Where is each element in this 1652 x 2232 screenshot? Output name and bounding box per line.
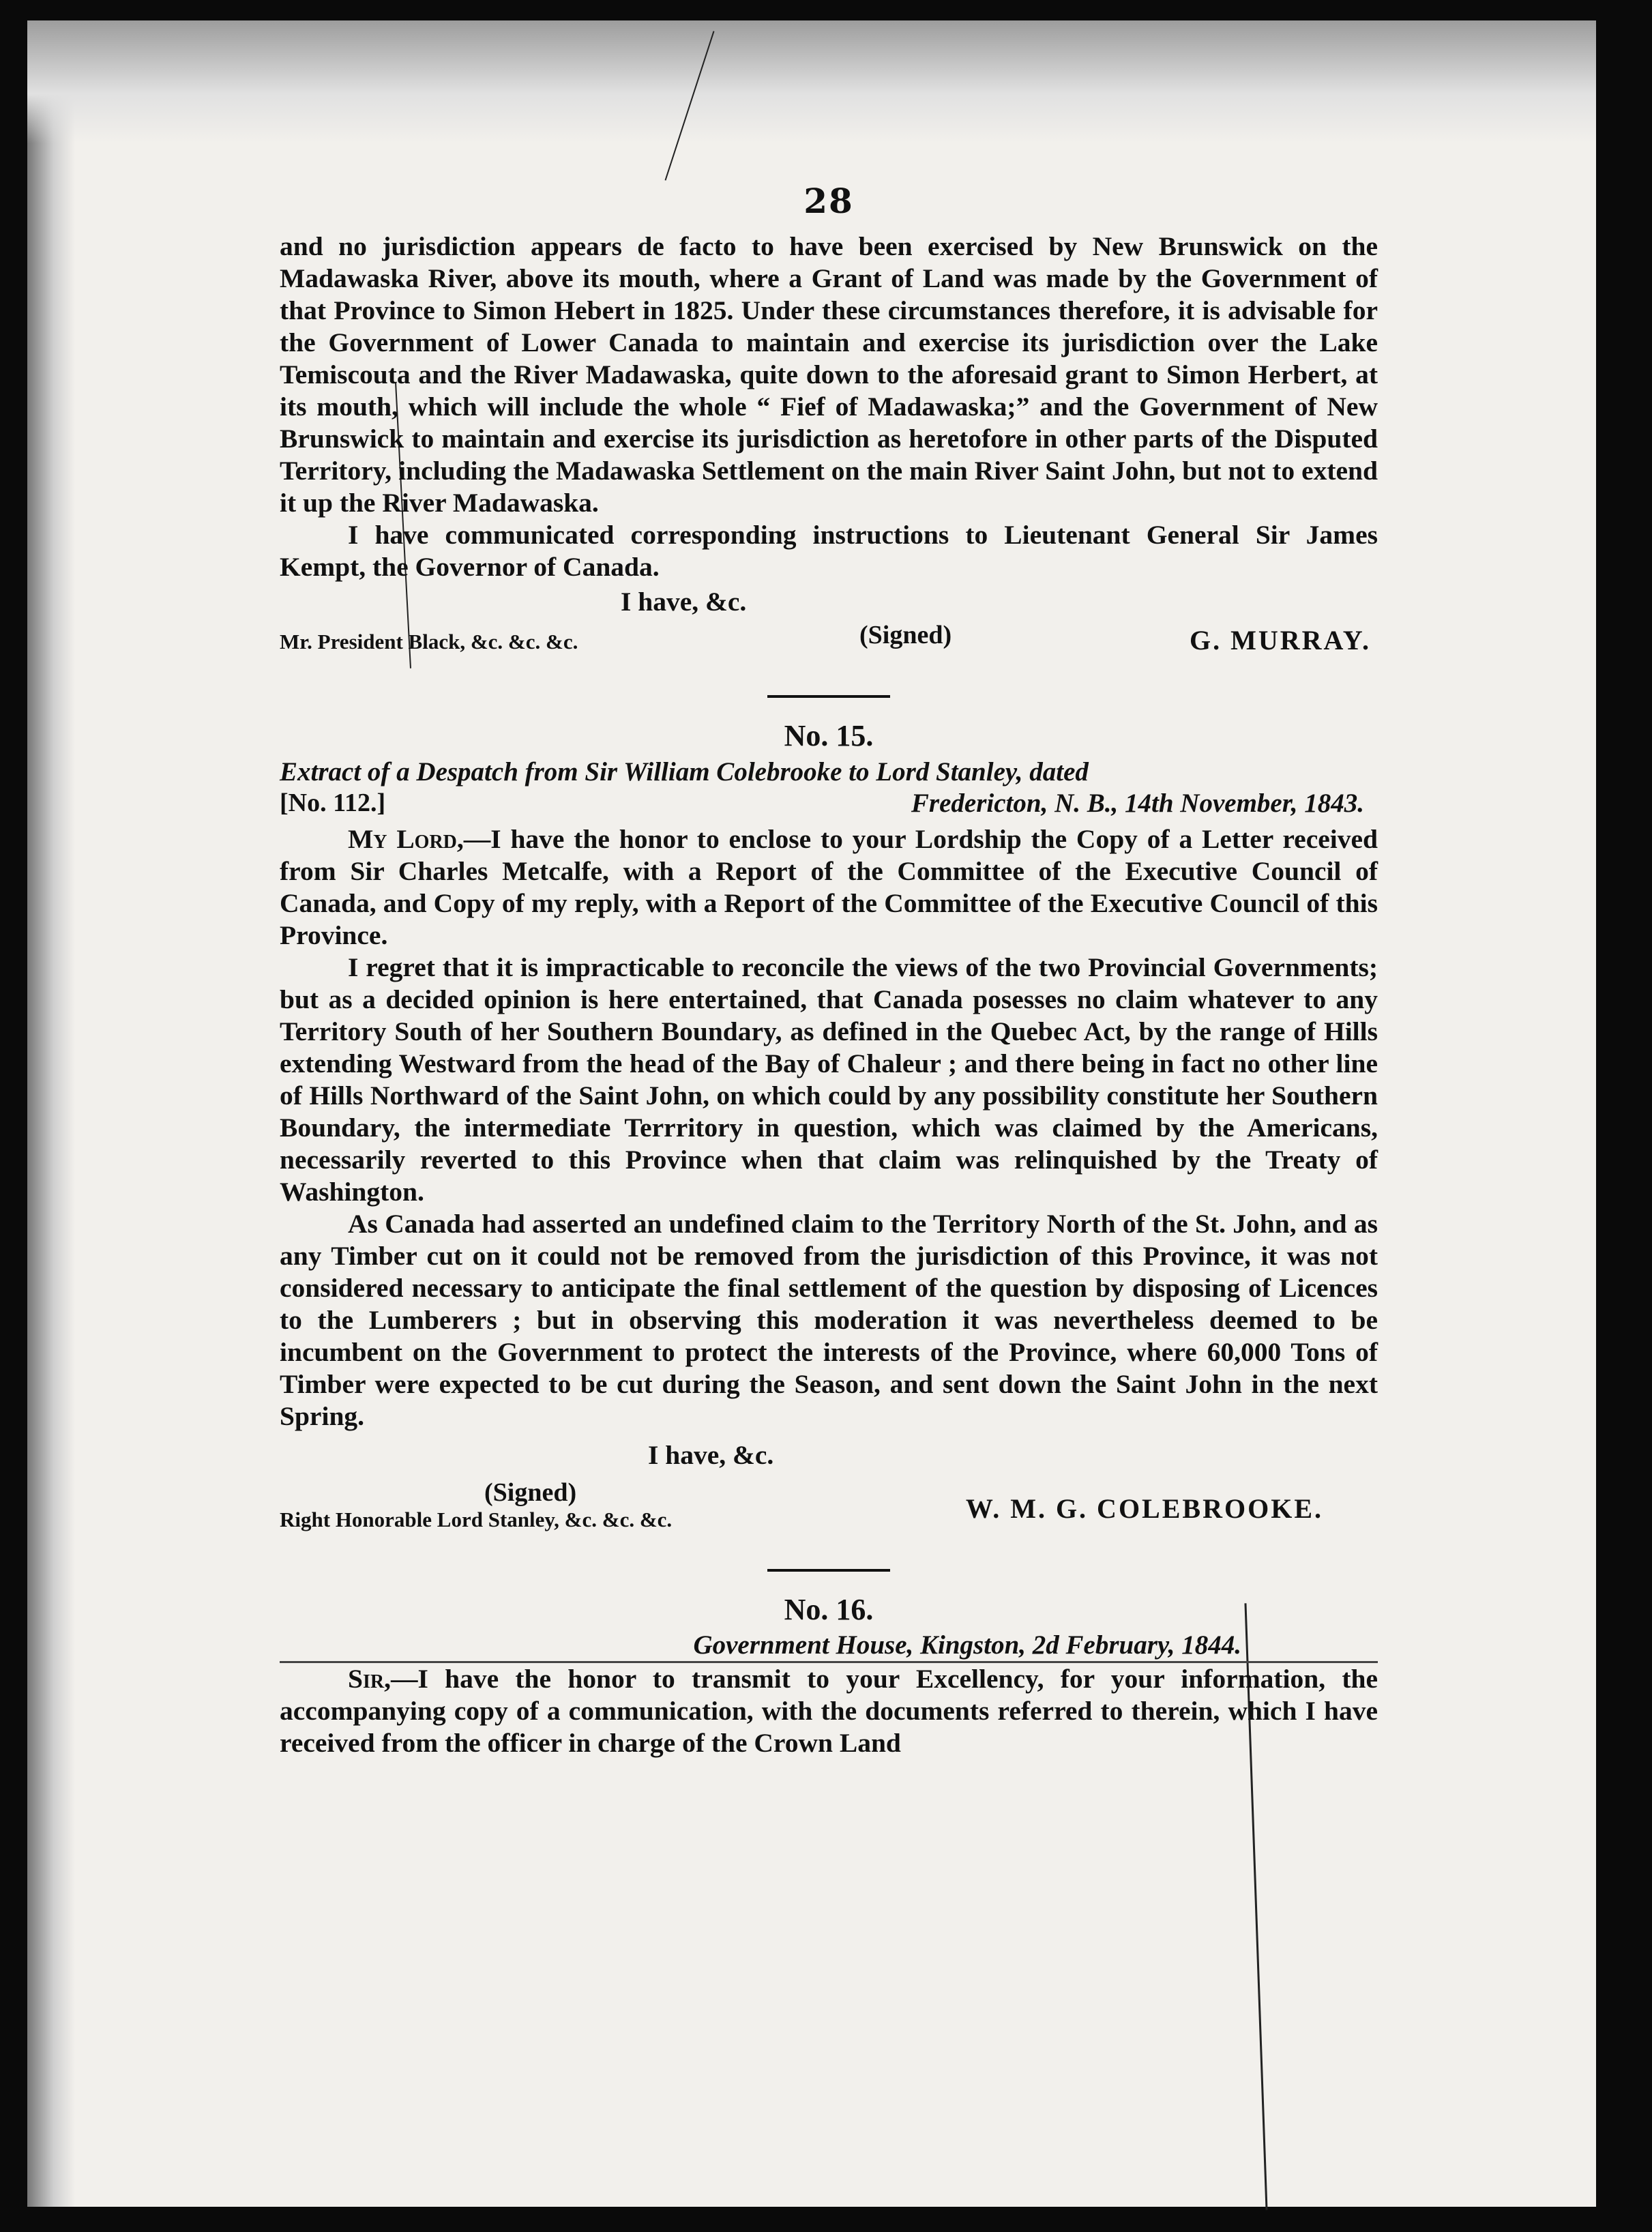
paragraph (280, 823, 1378, 952)
closing: I have, &c. (621, 587, 747, 617)
signed-label: (Signed) (484, 1478, 577, 1507)
salutation: Sir, (348, 1664, 391, 1694)
section-number: No. 15. (784, 719, 874, 752)
page-binding-shadow (27, 20, 75, 2207)
place-date: Government House, Kingston, 2d February, 1844. (280, 1630, 1378, 1663)
addressee: Right Honorable Lord Stanley, &c. &c. &c. (280, 1508, 673, 1531)
place-date: Fredericton, N. B., 14th November, 1843. (911, 789, 1364, 818)
salutation: My Lord, (348, 824, 464, 854)
signed-label: (Signed) (859, 621, 952, 649)
closing: I have, &c. (648, 1440, 774, 1470)
paragraph-text: —I have the honor to enclose to your Lordship the Copy of a Letter received from Sir Charles Metcalfe, with a Report of the Committee of the Executive Council of Canada, and Copy of my reply, with a Report of the Committee of the Executive Council of this Province. (280, 824, 1378, 950)
signer-name: W. M. G. COLEBROOKE. (965, 1493, 1323, 1524)
paragraph-text: —I have the honor to transmit to your Excellency, for your information, the accompanying copy of a communication, with the documents referred to therein, which I have received from the officer in charge of the Crown Land (280, 1664, 1378, 1758)
section-divider (767, 1569, 890, 1572)
paragraph: I regret that it is impracticable to reconcile the views of the two Provincial Governments; but as a decided opinion is here entertained, that Canada posesses no claim whatever to any Territory South of her Southern Boundary, as defined in the Quebec Act, by the range of Hills extending Westward from the head of the Bay of Chaleur ; and there being in fact no other line of Hills Northward of the Saint John, on which could by any possibility constitute her Southern Boundary, the intermediate Terrritory in question, which was claimed by the Americans, necessarily reverted to this Province when that claim was relinquished by the Treaty of Washington. (280, 952, 1378, 1207)
signer-name: G. MURRAY. (1190, 625, 1371, 656)
paragraph: and no jurisdiction appears de facto to have been exercised by New Brunswick on the Madawaska River, above its mouth, where a Grant of Land was made by the Government of that Province to Simon Hebert in 1825. Under these circumstances therefore, it is advisable for the Government of Lower Canada to maintain and exercise its jurisdiction over the Lake Temiscouta and the River Madawaska, quite down to the aforesaid grant to Simon Herbert, at its mouth, which will include the whole “ Fief of Madawaska;” and the Government of New Brunswick to maintain and exercise its jurisdiction as heretofore in other parts of the Disputed Territory, including the Madawaska Settlement on the main River Saint John, but not to extend it up the River Madawaska. (280, 231, 1378, 518)
despatch-title: Extract of a Despatch from Sir William Colebrooke to Lord Stanley, dated (280, 757, 1089, 787)
section-number: No. 16. (784, 1593, 874, 1626)
signature-row (280, 620, 1378, 661)
dateline (280, 788, 1378, 823)
paragraph: I have communicated corresponding instructions to Lieutenant General Sir James Kempt, the Governor of Canada. (280, 520, 1378, 582)
page-top-shadow (27, 20, 1596, 143)
section-divider (767, 695, 890, 698)
paragraph (280, 1663, 1378, 1759)
page-number: 28 (803, 181, 854, 221)
signature-block (280, 1433, 1378, 1531)
addressee: Mr. President Black, &c. &c. &c. (280, 630, 578, 654)
document-body (280, 181, 1378, 1759)
paragraph: As Canada had asserted an undefined claim to the Territory North of the St. John, and as any Timber cut on it could not be removed from the jurisdiction of this Province, it was not considered necessary to anticipate the final settlement of the question by disposing of Licences to the Lumberers ; but in observing this moderation it was nevertheless deemed to be incumbent on the Government to protect the interests of the Province, where 60,000 Tons of Timber were expected to be cut during the Season, and sent down the Saint John in the next Spring. (280, 1209, 1378, 1431)
despatch-reference: [No. 112.] (280, 789, 386, 817)
